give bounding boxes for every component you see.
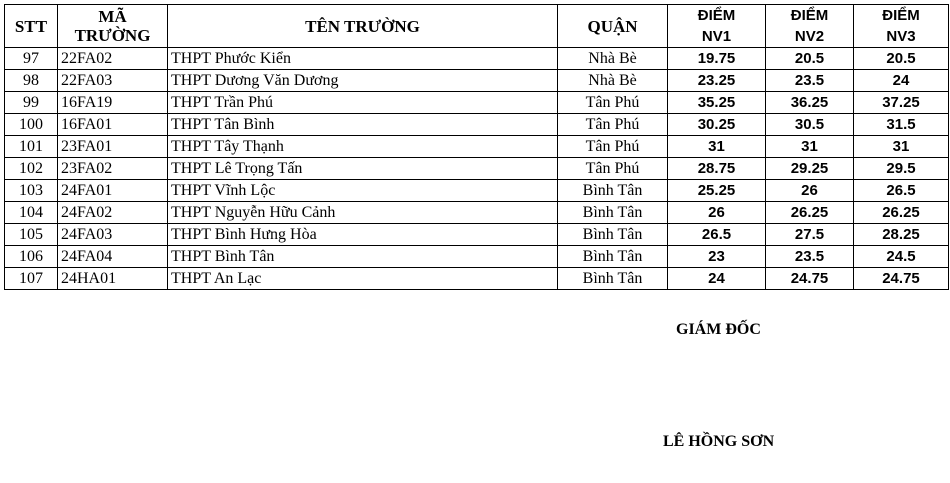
header-diem: ĐIỂM — [882, 7, 920, 24]
cell-nv1: 28.75 — [668, 158, 766, 180]
cell-ten: THPT Vĩnh Lộc — [168, 180, 558, 202]
cell-ma: 16FA01 — [58, 114, 168, 136]
cell-ten: THPT Bình Hưng Hòa — [168, 224, 558, 246]
cell-ten: THPT Tây Thạnh — [168, 136, 558, 158]
cell-ten: THPT Phước Kiển — [168, 48, 558, 70]
header-nv2-label: NV2 — [794, 28, 825, 45]
header-ma-truong — [58, 5, 168, 48]
header-ten-truong: TÊN TRƯỜNG — [168, 5, 558, 48]
cell-nv2: 30.5 — [766, 114, 854, 136]
cell-stt: 98 — [5, 70, 58, 92]
header-nv2 — [766, 5, 854, 48]
cell-nv3: 24 — [854, 70, 949, 92]
score-table — [4, 4, 949, 290]
cell-nv3: 31 — [854, 136, 949, 158]
cell-nv1: 24 — [668, 268, 766, 290]
header-nv3-label: NV3 — [886, 28, 916, 45]
cell-ma: 22FA03 — [58, 70, 168, 92]
header-nv3 — [854, 5, 949, 48]
cell-stt: 105 — [5, 224, 58, 246]
cell-quan: Bình Tân — [558, 246, 668, 268]
cell-nv3: 24.5 — [854, 246, 949, 268]
cell-stt: 107 — [5, 268, 58, 290]
cell-nv1: 26 — [668, 202, 766, 224]
table-row — [5, 70, 949, 92]
cell-nv3: 26.5 — [854, 180, 949, 202]
cell-nv3: 37.25 — [854, 92, 949, 114]
table-row — [5, 224, 949, 246]
cell-ma: 23FA02 — [58, 158, 168, 180]
cell-stt: 99 — [5, 92, 58, 114]
table-row — [5, 246, 949, 268]
cell-quan: Tân Phú — [558, 114, 668, 136]
table-row — [5, 114, 949, 136]
cell-nv2: 29.25 — [766, 158, 854, 180]
header-diem: ĐIỂM — [790, 7, 829, 24]
cell-nv2: 31 — [766, 136, 854, 158]
cell-quan: Bình Tân — [558, 202, 668, 224]
cell-ma: 24FA02 — [58, 202, 168, 224]
cell-ten: THPT Tân Bình — [168, 114, 558, 136]
cell-nv1: 19.75 — [668, 48, 766, 70]
cell-ma: 24HA01 — [58, 268, 168, 290]
cell-nv1: 30.25 — [668, 114, 766, 136]
cell-quan: Tân Phú — [558, 158, 668, 180]
cell-stt: 97 — [5, 48, 58, 70]
cell-nv3: 20.5 — [854, 48, 949, 70]
cell-nv3: 31.5 — [854, 114, 949, 136]
cell-nv3: 24.75 — [854, 268, 949, 290]
cell-stt: 102 — [5, 158, 58, 180]
cell-quan: Tân Phú — [558, 92, 668, 114]
cell-quan: Bình Tân — [558, 224, 668, 246]
table-row — [5, 180, 949, 202]
header-diem: ĐIỂM — [697, 7, 736, 24]
cell-nv1: 35.25 — [668, 92, 766, 114]
cell-ten: THPT Trần Phú — [168, 92, 558, 114]
cell-quan: Bình Tân — [558, 268, 668, 290]
table-row — [5, 268, 949, 290]
cell-nv2: 26.25 — [766, 202, 854, 224]
cell-nv1: 23 — [668, 246, 766, 268]
cell-ma: 24FA04 — [58, 246, 168, 268]
header-quan: QUẬN — [558, 5, 668, 48]
cell-ten: THPT Nguyễn Hữu Cảnh — [168, 202, 558, 224]
cell-stt: 106 — [5, 246, 58, 268]
cell-nv2: 24.75 — [766, 268, 854, 290]
cell-nv1: 25.25 — [668, 180, 766, 202]
cell-nv1: 26.5 — [668, 224, 766, 246]
cell-nv2: 23.5 — [766, 246, 854, 268]
cell-ma: 16FA19 — [58, 92, 168, 114]
table-row — [5, 92, 949, 114]
cell-ten: THPT Dương Văn Dương — [168, 70, 558, 92]
cell-ten: THPT An Lạc — [168, 268, 558, 290]
header-nv1-label: NV1 — [701, 28, 732, 45]
header-row — [5, 5, 949, 48]
cell-nv2: 20.5 — [766, 48, 854, 70]
cell-quan: Tân Phú — [558, 136, 668, 158]
cell-ma: 22FA02 — [58, 48, 168, 70]
table-row — [5, 202, 949, 224]
cell-ten: THPT Lê Trọng Tấn — [168, 158, 558, 180]
cell-nv3: 28.25 — [854, 224, 949, 246]
table-row — [5, 48, 949, 70]
table-row — [5, 136, 949, 158]
cell-quan: Nhà Bè — [558, 70, 668, 92]
cell-ma: 24FA03 — [58, 224, 168, 246]
cell-nv2: 27.5 — [766, 224, 854, 246]
cell-quan: Nhà Bè — [558, 48, 668, 70]
header-ma-line2: TRƯỜNG — [74, 26, 151, 45]
cell-nv2: 26 — [766, 180, 854, 202]
cell-nv3: 29.5 — [854, 158, 949, 180]
header-ma-line1: MÃ — [98, 7, 127, 26]
cell-stt: 103 — [5, 180, 58, 202]
table-row — [5, 158, 949, 180]
cell-ma: 24FA01 — [58, 180, 168, 202]
header-stt: STT — [5, 5, 58, 48]
cell-ma: 23FA01 — [58, 136, 168, 158]
cell-stt: 104 — [5, 202, 58, 224]
cell-nv1: 23.25 — [668, 70, 766, 92]
cell-ten: THPT Bình Tân — [168, 246, 558, 268]
cell-nv2: 23.5 — [766, 70, 854, 92]
signature-title: GIÁM ĐỐC — [676, 321, 761, 338]
cell-quan: Bình Tân — [558, 180, 668, 202]
cell-nv2: 36.25 — [766, 92, 854, 114]
cell-stt: 101 — [5, 136, 58, 158]
signature-name: LÊ HỒNG SƠN — [663, 433, 775, 450]
header-nv1 — [668, 5, 766, 48]
cell-nv1: 31 — [668, 136, 766, 158]
cell-nv3: 26.25 — [854, 202, 949, 224]
cell-stt: 100 — [5, 114, 58, 136]
